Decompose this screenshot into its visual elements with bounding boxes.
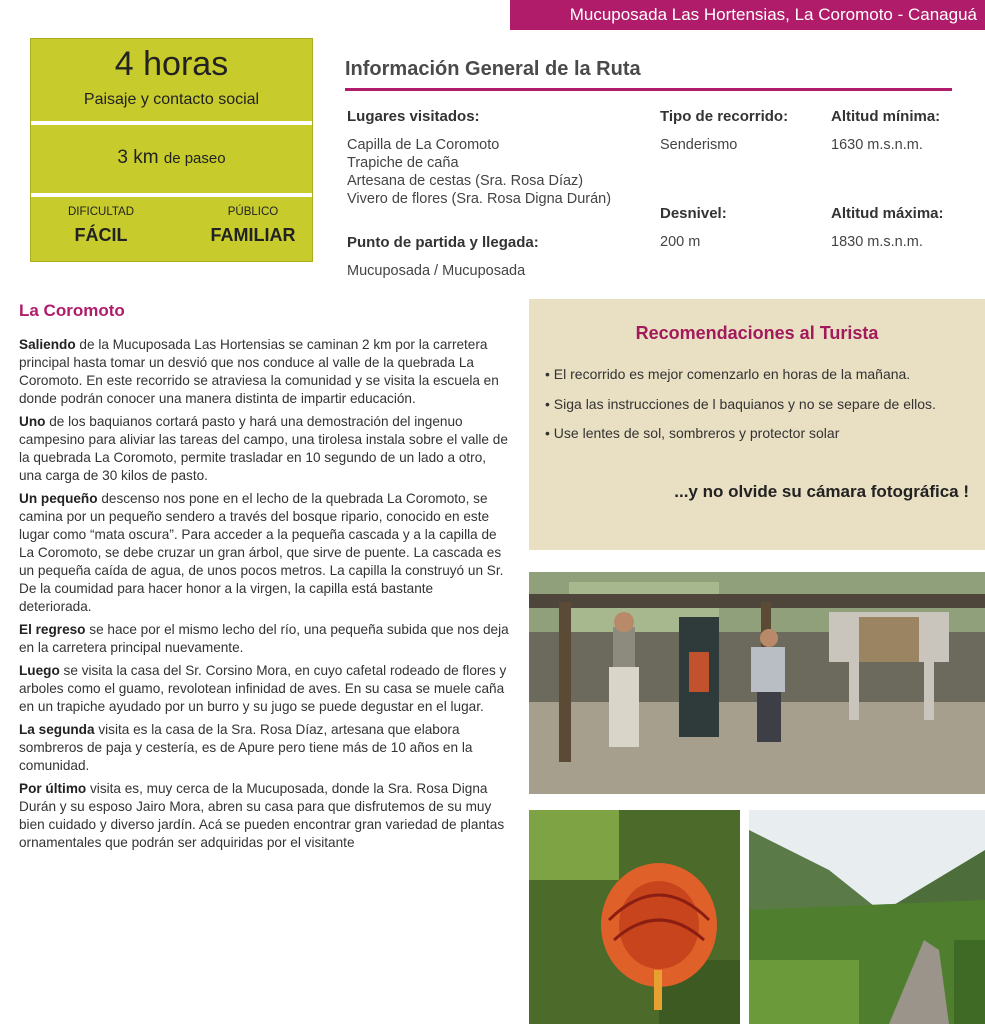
paragraph <box>19 336 509 408</box>
route-title: Mucuposada Las Hortensias, La Coromoto - Canaguá <box>569 5 977 24</box>
flower-photo-illustration <box>529 810 740 1024</box>
difficulty-label: DIFICULTAD <box>67 206 135 218</box>
difficulty-value: FÁCIL <box>74 225 128 245</box>
trapiche-photo <box>529 572 985 794</box>
divider <box>31 193 312 197</box>
paragraph-lead: Saliendo <box>19 337 76 352</box>
flower-photo <box>529 810 740 1024</box>
audience-label: PÚBLICO <box>227 206 279 218</box>
paragraph-text: visita es la casa de la Sra. Rosa Díaz, artesana que elabora sombreros de paja y cestería, es de Apure pero tiene más de 10 años en la comunidad. <box>19 722 473 773</box>
route-description <box>19 336 509 857</box>
mountain-road-photo-illustration <box>749 810 985 1024</box>
section-title: La Coromoto <box>19 301 125 320</box>
route-summary-box <box>30 38 313 262</box>
distance-value: 3 km <box>117 147 159 168</box>
paragraph-text: visita es, muy cerca de la Mucuposada, donde la Sra. Rosa Digna Durán y su esposo Jairo Mora, abren su casa para que disfrutemos de su muy bien cuidado y diverso jardín. Acá se pueden encontrar gran variedad de plantas ornamentales que podrán ser adquiridas por el visitante <box>19 781 505 850</box>
start-end-label: Punto de partida y llegada: <box>347 234 539 251</box>
recommendations-box <box>529 299 985 550</box>
min-altitude-value: 1630 m.s.n.m. <box>831 137 923 153</box>
paragraph-text: se hace por el mismo lecho del río, una pequeña subida que nos deja en la carretera principal nuevamente. <box>19 622 509 655</box>
paragraph <box>19 721 509 775</box>
recommendations-title: Recomendaciones al Turista <box>635 323 879 343</box>
slope-value: 200 m <box>660 234 701 250</box>
trapiche-photo-illustration <box>529 572 985 794</box>
paragraph-lead: La segunda <box>19 722 95 737</box>
recommendation-item: • Use lentes de sol, sombreros y protector solar <box>545 425 840 441</box>
paragraph-lead: Luego <box>19 663 60 678</box>
places-label: Lugares visitados: <box>347 108 480 125</box>
paragraph-lead: Un pequeño <box>19 491 98 506</box>
route-type-value: Senderismo <box>660 137 738 153</box>
paragraph-lead: El regreso <box>19 622 86 637</box>
paragraph-lead: Uno <box>19 414 46 429</box>
paragraph-text: de la Mucuposada Las Hortensias se caminan 2 km por la carretera principal hasta tomar un desvió que nos conduce al valle de la quebrada La Coromoto. En este recorrido se atraviesa la comunidad y se visita la escuela en donde podrán conocer una manera distinta de impartir educación. <box>19 337 499 406</box>
mountain-road-photo <box>749 810 985 1024</box>
duration: 4 horas <box>114 45 229 83</box>
paragraph <box>19 490 509 616</box>
theme: Paisaje y contacto social <box>83 91 260 108</box>
audience-value: FAMILIAR <box>210 225 296 245</box>
max-altitude-label: Altitud máxima: <box>831 205 944 222</box>
distance-label: de paseo <box>163 150 226 167</box>
paragraph-text: de los baquianos cortará pasto y hará una demostración del ingenuo campesino para aliviar las tareas del campo, una tirolesa instala sobre el valle de la quebrada La Coromoto, permite trasladar en 10 segundo de un lado a otro, una carga de 30 kilos de pasto. <box>19 414 508 483</box>
paragraph <box>19 780 509 852</box>
min-altitude-label: Altitud mínima: <box>831 108 941 125</box>
route-type-label: Tipo de recorrido: <box>660 108 789 125</box>
distance <box>31 147 312 169</box>
route-title-bar <box>510 0 985 30</box>
info-rule <box>345 88 952 91</box>
paragraph-text: se visita la casa del Sr. Corsino Mora, en cuyo cafetal rodeado de flores y arboles como el guamo, revolotean infinidad de aves. En su casa se muele caña en un trapiche ayudado por un burro y su jugo se puede degustar en el lugar. <box>19 663 507 714</box>
recommendation-item: • Siga las instrucciones de l baquianos y no se separe de ellos. <box>545 396 936 412</box>
max-altitude-value: 1830 m.s.n.m. <box>831 234 923 250</box>
camera-reminder: ...y no olvide su cámara fotográfica ! <box>674 482 969 501</box>
paragraph-text: descenso nos pone en el lecho de la quebrada La Coromoto, se camina por un pequeño sendero a través del bosque ripario, conocido en este lugar como “mata oscura”. Para acceder a la pequeña cascada y a la capilla de La Coromoto, se debe cruzar un gran árbol, que sirve de puente. La cascada es un pequeña caída de agua, de unos pocos metros. La capilla la construyó un Sr. De la coumidad para hacer honor a la virgen, la capilla está bastante deteriorada. <box>19 491 504 614</box>
paragraph-lead: Por último <box>19 781 87 796</box>
info-title: Información General de la Ruta <box>345 58 641 80</box>
paragraph <box>19 621 509 657</box>
slope-label: Desnivel: <box>660 205 727 222</box>
places-list: Capilla de La Coromoto Trapiche de caña Artesana de cestas (Sra. Rosa Díaz) Vivero de flores (Sra. Rosa Digna Durán) <box>347 137 612 207</box>
paragraph <box>19 662 509 716</box>
divider <box>31 121 312 125</box>
paragraph <box>19 413 509 485</box>
recommendation-item: • El recorrido es mejor comenzarlo en horas de la mañana. <box>545 366 911 382</box>
start-end-value: Mucuposada / Mucuposada <box>347 263 526 279</box>
